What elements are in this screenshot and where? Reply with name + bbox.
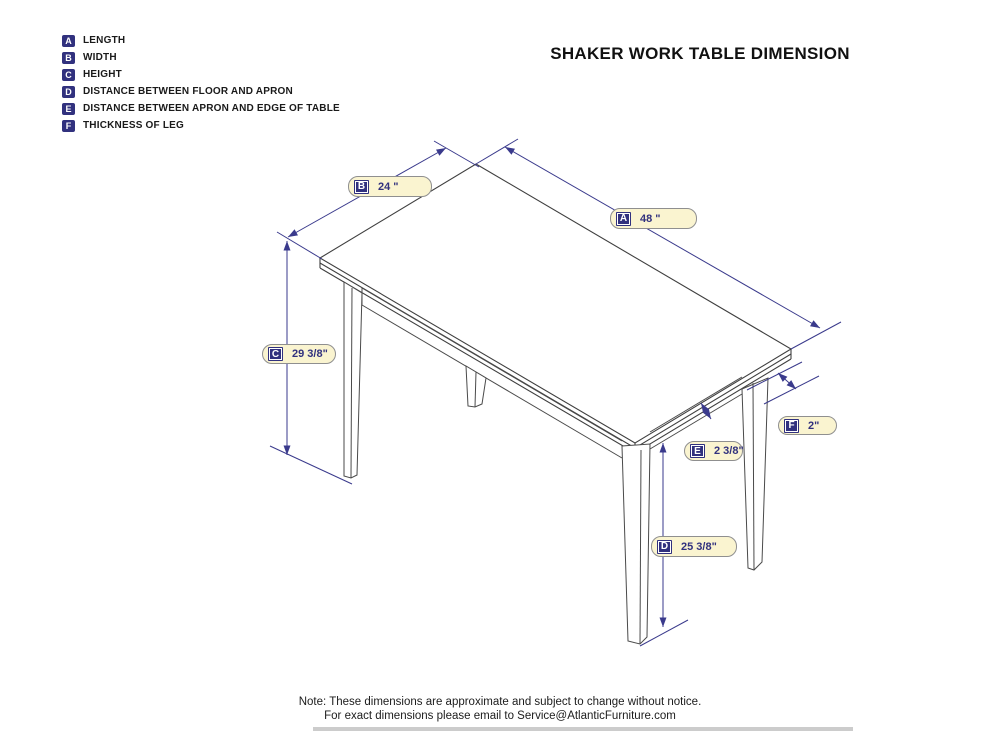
legend-key-badge: B — [62, 52, 75, 64]
dimension-value: 48 " — [640, 212, 661, 225]
note-line-1: Note: These dimensions are approximate and subject to change without notice. — [298, 696, 702, 708]
legend-key-badge: E — [62, 103, 75, 115]
dimension-label-f — [778, 416, 837, 435]
dimension-value: 2" — [808, 419, 820, 432]
dimension-key-badge: F — [784, 419, 799, 433]
page-title: SHAKER WORK TABLE DIMENSION — [550, 44, 850, 63]
legend-key-badge: C — [62, 69, 75, 81]
footer-note — [0, 695, 1000, 723]
dimension-label-e — [684, 441, 743, 461]
dimension-line-f — [778, 373, 796, 389]
dimension-label-b — [348, 176, 432, 197]
dimension-key-badge: B — [354, 180, 369, 194]
dimension-value: 29 3/8" — [292, 348, 328, 360]
dimension-label-d — [651, 536, 737, 557]
dimension-label-a — [610, 208, 697, 229]
legend-key-badge: D — [62, 86, 75, 98]
legend-label: DISTANCE BETWEEN APRON AND EDGE OF TABLE — [83, 103, 340, 114]
dimension-key-badge: A — [616, 212, 631, 226]
bottom-partial-bar — [313, 727, 853, 731]
dimension-value: 2 3/8" — [714, 445, 744, 457]
dimension-key-badge: C — [268, 347, 283, 361]
legend-label: WIDTH — [83, 52, 117, 63]
dimension-value: 24 " — [378, 180, 399, 193]
legend-label: LENGTH — [83, 35, 126, 46]
dimension-key-badge: D — [657, 540, 672, 554]
legend-label: DISTANCE BETWEEN FLOOR AND APRON — [83, 86, 293, 97]
dimension-key-badge: E — [690, 444, 705, 458]
legend-key-badge: A — [62, 35, 75, 47]
legend-label: THICKNESS OF LEG — [83, 120, 184, 131]
dimension-value: 25 3/8" — [681, 540, 717, 553]
legend-label: HEIGHT — [83, 69, 122, 80]
note-line-2: For exact dimensions please email to Service@AtlanticFurniture.com — [324, 710, 676, 722]
tabletop — [320, 164, 791, 453]
dimension-label-c — [262, 344, 336, 364]
legend-key-badge: F — [62, 120, 75, 132]
